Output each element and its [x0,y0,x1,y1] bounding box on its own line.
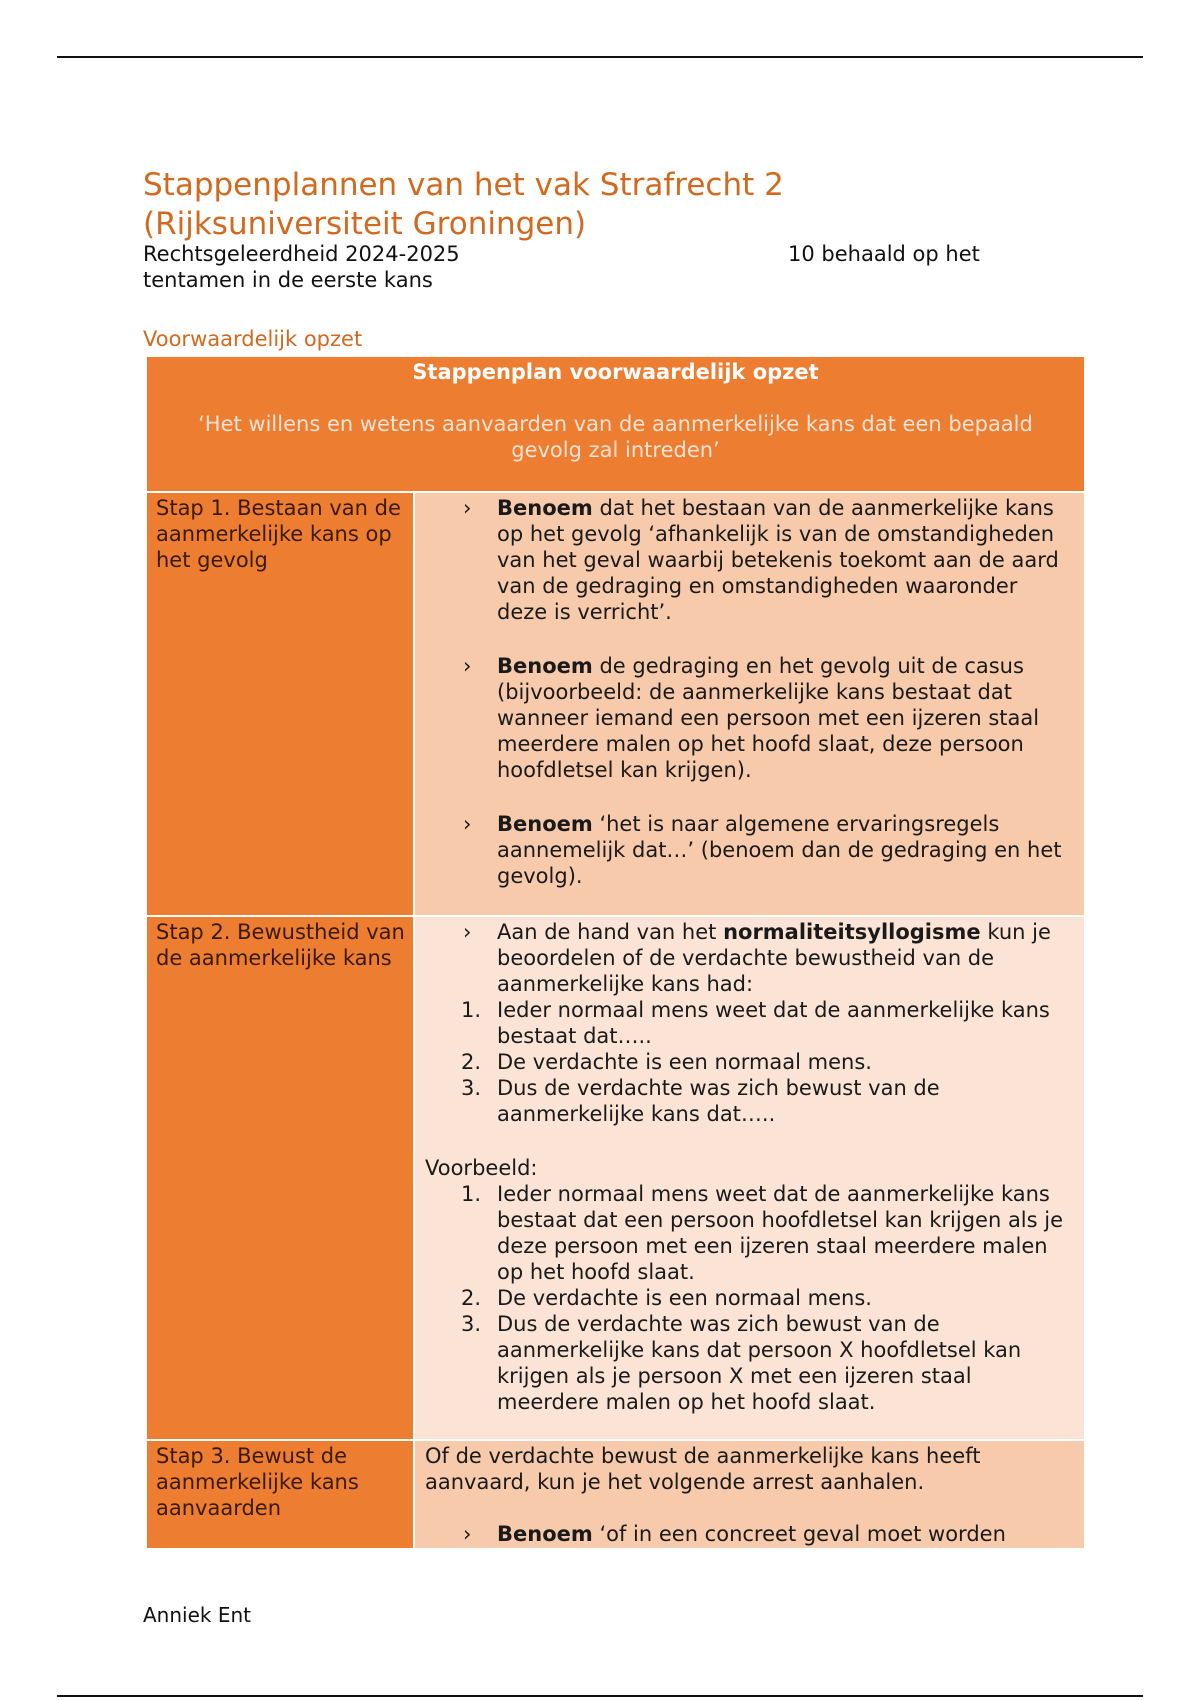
bold-term: Benoem [497,812,593,836]
arrow-bullet-icon: › [463,1522,472,1546]
footer-author: Anniek Ent [143,1603,251,1627]
bullet-text: ‘het is naar algemene ervaringsregels aannemelijk dat…’ (benoem dan de gedraging en het gevolg). [497,812,1062,888]
list-item [425,1521,1070,1547]
table-row [146,1440,1085,1549]
list-item: 3. Dus de verdachte was zich bewust van de aanmerkelijke kans dat….. [461,1076,940,1126]
list-item: 3. Dus de verdachte was zich bewust van de aanmerkelijke kans dat persoon X hoofdletsel kan krijgen als je persoon X met een ijzeren staal meerdere malen op het hoofd slaat. [461,1312,1022,1414]
table-row [146,492,1085,916]
bullet-list [425,1521,1070,1547]
list-item: 2. De verdachte is een normaal mens. [461,1286,872,1310]
bold-term: normaliteitsyllogisme [723,920,981,944]
list-item: 2. De verdachte is een normaal mens. [461,1050,872,1074]
list-item-text: De verdachte is een normaal mens. [497,1050,872,1074]
list-item: 1. Ieder normaal mens weet dat de aanmerkelijke kans bestaat dat….. [461,998,1050,1048]
bullet-list [425,919,1070,997]
bullet-text: dat het bestaan van de aanmerkelijke kans op het gevolg ‘afhankelijk is van de omstandigheden van het geval waarbij betekenis toekomt aan de aard van de gedraging en omstandigheden waaronder deze is verricht’. [497,496,1059,624]
step-content [414,492,1085,916]
list-item [425,653,1070,783]
step-content [414,916,1085,1440]
step-label: Stap 2. Bewustheid van de aanmerkelijke kans [146,916,414,1440]
list-item-text: De verdachte is een normaal mens. [497,1286,872,1310]
intro-text-end: kun je beoordelen of de verdachte bewustheid van de aanmerkelijke kans had: [497,920,1051,996]
arrow-bullet-icon: › [463,812,472,836]
step-content [414,1440,1085,1549]
example-label: Voorbeeld: [425,1156,538,1180]
list-item [425,811,1070,889]
step-label: Stap 1. Bestaan van de aanmerkelijke kans op het gevolg [146,492,414,916]
title-line-2: (Rijksuniversiteit Groningen) [143,206,587,242]
subtitle-line-2: tentamen in de eerste kans [143,268,433,292]
bold-term: Benoem [497,654,593,678]
list-item [425,919,1070,997]
step-label: Stap 3. Bewust de aanmerkelijke kans aanvaarden [146,1440,414,1549]
bottom-rule [57,1695,1143,1697]
bold-term: Benoem [497,496,593,520]
bullet-text: de gedraging en het gevolg uit de casus (bijvoorbeeld: de aanmerkelijke kans bestaat dat wanneer iemand een persoon met een ijzeren staal meerdere malen op het hoofd slaat, deze persoon hoofdletsel kan krijgen). [497,654,1040,782]
list-item-text: Ieder normaal mens weet dat de aanmerkelijke kans bestaat dat….. [497,998,1050,1048]
table-header-title: Stappenplan voorwaardelijk opzet [412,360,819,384]
intro-text: Aan de hand van het [497,920,724,944]
bold-term: Benoem [497,1522,593,1546]
bullet-list [425,495,1070,889]
table-row [146,916,1085,1440]
list-item-text: Ieder normaal mens weet dat de aanmerkelijke kans bestaat dat een persoon hoofdletsel kan krijgen als je deze persoon met een ijzeren staal meerdere malen op het hoofd slaat. [497,1182,1064,1284]
list-item [425,495,1070,625]
arrow-bullet-icon: › [463,920,472,944]
subtitle-left: Rechtsgeleerdheid 2024-2025 [143,242,460,266]
arrow-bullet-icon: › [463,654,472,678]
top-rule [57,56,1143,58]
stappenplan-table [145,355,1086,1550]
list-item-text: Dus de verdachte was zich bewust van de aanmerkelijke kans dat persoon X hoofdletsel kan krijgen als je persoon X met een ijzeren staal meerdere malen op het hoofd slaat. [497,1312,1022,1414]
section-heading: Voorwaardelijk opzet [143,327,363,351]
document-title [143,166,1043,244]
title-line-1: Stappenplannen van het vak Strafrecht 2 [143,167,784,203]
list-item: 1. Ieder normaal mens weet dat de aanmerkelijke kans bestaat dat een persoon hoofdletsel kan krijgen als je deze persoon met een ijzeren staal meerdere malen op het hoofd slaat. [461,1182,1064,1284]
table-header-quote: ‘Het willens en wetens aanvaarden van de aanmerkelijke kans dat een bepaald gevolg zal intreden’ [198,412,1033,462]
document-subtitle [143,241,1023,293]
table-header [146,356,1085,492]
bullet-text: ‘of in een concreet geval moet worden [592,1522,1006,1546]
example-numbered-list [425,1181,1070,1415]
list-item-text: Dus de verdachte was zich bewust van de aanmerkelijke kans dat….. [497,1076,940,1126]
arrow-bullet-icon: › [463,496,472,520]
subtitle-right: 10 behaald op het [788,242,980,266]
numbered-list [425,997,1070,1127]
step-paragraph: Of de verdachte bewust de aanmerkelijke kans heeft aanvaard, kun je het volgende arrest aanhalen. [425,1444,981,1494]
